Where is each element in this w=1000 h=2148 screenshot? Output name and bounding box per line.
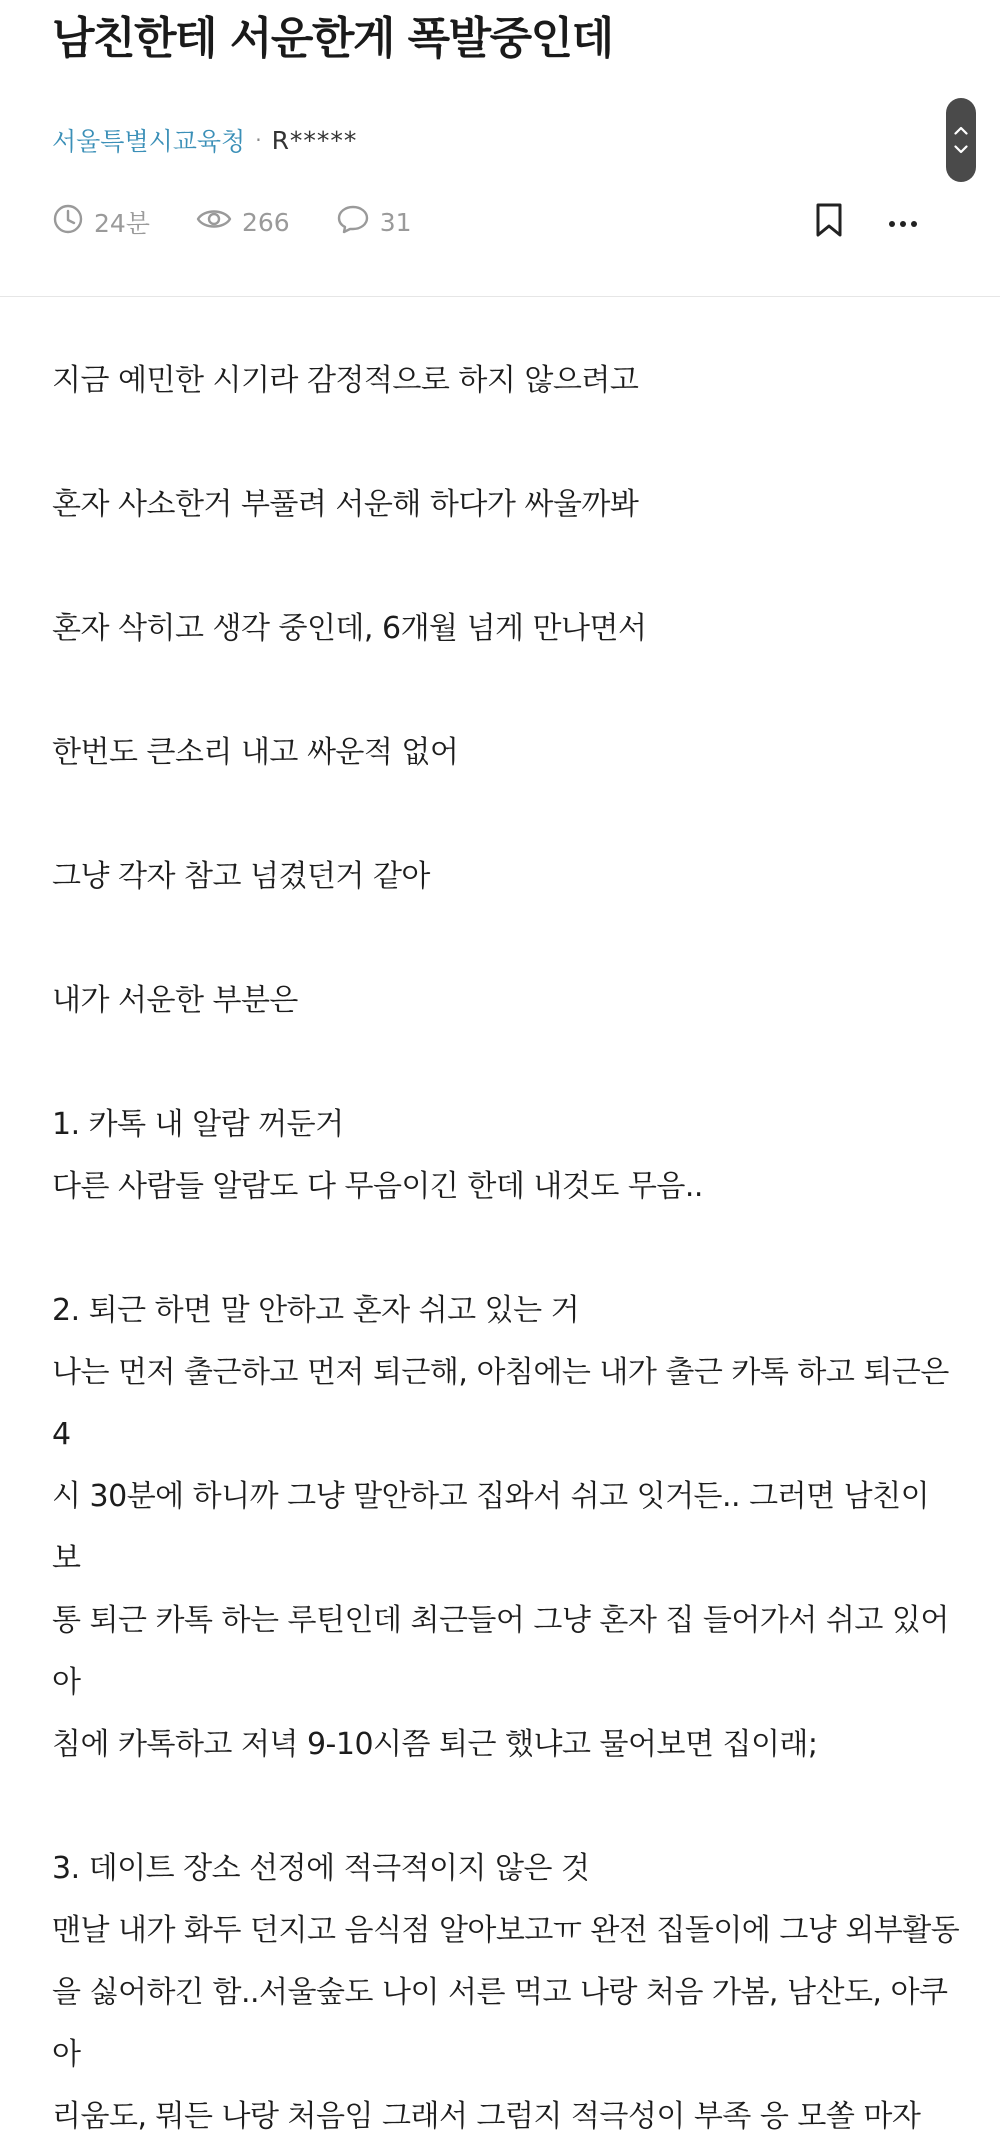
more-icon[interactable]: [888, 213, 918, 232]
paragraph-spacer: [52, 1776, 962, 1838]
chevron-up-icon[interactable]: [954, 126, 968, 135]
comment-icon[interactable]: [336, 203, 370, 241]
list-item-title: 1. 카톡 내 알람 꺼둔거: [52, 1107, 344, 1142]
eye-icon: [196, 203, 232, 241]
post-stats: [52, 200, 412, 244]
list-item-title: 3. 데이트 장소 선정에 적극적이지 않은 것: [52, 1851, 590, 1886]
bookmark-icon[interactable]: [814, 202, 844, 242]
body-line: 을 싫어하긴 함..서울숲도 나이 서른 먹고 나랑 처음 가봄, 남산도, 아쿠아: [52, 1975, 948, 2072]
post-meta: [52, 118, 357, 162]
header-divider: [0, 296, 1000, 297]
paragraph-spacer: [52, 536, 962, 598]
chevron-down-icon[interactable]: [954, 145, 968, 154]
body-paragraph: 내가 서운한 부분은: [52, 983, 298, 1018]
paragraph-spacer: [52, 908, 962, 970]
time-stat: [52, 203, 150, 241]
author-organization[interactable]: 서울특별시교육청: [52, 127, 246, 156]
scroll-nav-pill[interactable]: [946, 98, 976, 182]
body-line: 침에 카톡하고 저녁 9-10시쯤 퇴근 했냐고 물어보면 집이래;: [52, 1727, 818, 1762]
paragraph-spacer: [52, 784, 962, 846]
body-paragraph: 지금 예민한 시기라 감정적으로 하지 않으려고: [52, 363, 639, 398]
post-title: 남친한테 서운한게 폭발중인데: [52, 13, 613, 64]
comment-count: 31: [379, 207, 412, 237]
comments-stat[interactable]: [336, 203, 412, 241]
body-paragraph: 혼자 삭히고 생각 중인데, 6개월 넘게 만나면서: [52, 611, 647, 646]
view-count: 266: [241, 207, 290, 237]
paragraph-spacer: [52, 412, 962, 474]
body-paragraph: 한번도 큰소리 내고 싸운적 없어: [52, 735, 459, 770]
author-name[interactable]: R*****: [271, 125, 358, 155]
body-line: 나는 먼저 출근하고 먼저 퇴근해, 아침에는 내가 출근 카톡 하고 퇴근은 4: [52, 1355, 949, 1452]
time-ago: 24분: [94, 209, 150, 238]
paragraph-spacer: [52, 1032, 962, 1094]
views-stat: [196, 203, 290, 241]
body-line: 리움도, 뭐든 나랑 처음임 그래서 그럼지 적극성이 부족 응 모쏠 마자: [52, 2099, 921, 2134]
meta-separator: ·: [255, 128, 262, 152]
body-paragraph: 혼자 사소한거 부풀려 서운해 하다가 싸울까봐: [52, 487, 639, 522]
paragraph-spacer: [52, 660, 962, 722]
list-item-title: 2. 퇴근 하면 말 안하고 혼자 쉬고 있는 거: [52, 1293, 580, 1328]
body-line: 다른 사람들 알람도 다 무음이긴 한데 내것도 무음..: [52, 1169, 703, 1204]
clock-icon: [52, 203, 84, 241]
body-line: 맨날 내가 화두 던지고 음식점 알아보고ㅠ 완전 집돌이에 그냥 외부활동: [52, 1913, 960, 1948]
body-line: 통 퇴근 카톡 하는 루틴인데 최근들어 그냥 혼자 집 들어가서 쉬고 있어 아: [52, 1603, 949, 1700]
post-body: [52, 350, 962, 2148]
body-paragraph: 그냥 각자 참고 넘겼던거 같아: [52, 859, 430, 894]
paragraph-spacer: [52, 1218, 962, 1280]
body-line: 시 30분에 하니까 그냥 말안하고 집와서 쉬고 잇거든.. 그러면 남친이 보: [52, 1479, 930, 1576]
post-actions: [814, 198, 918, 246]
